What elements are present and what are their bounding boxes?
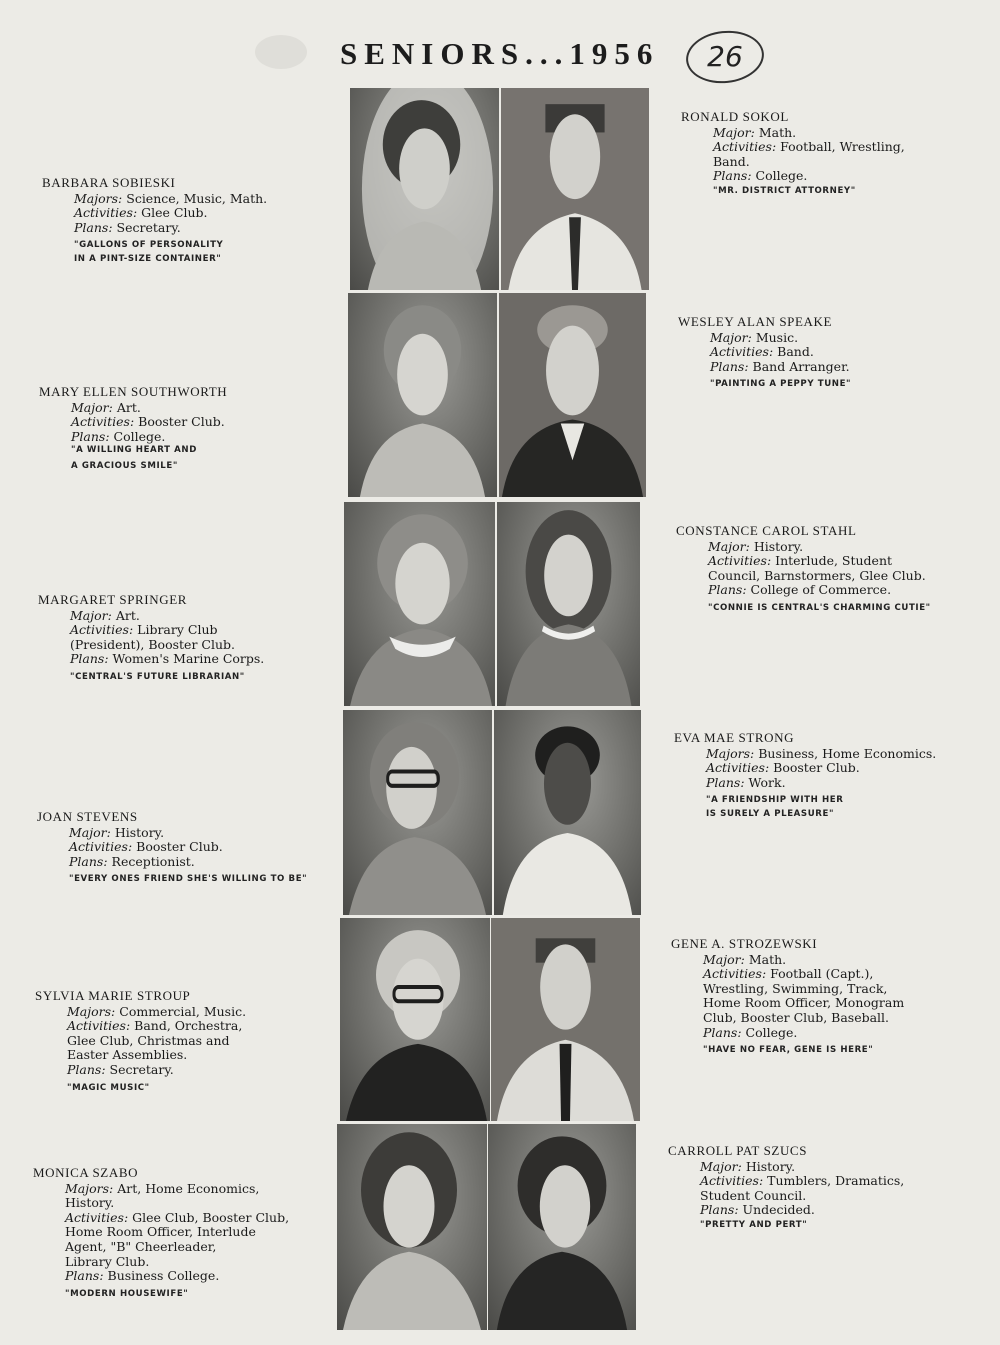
student-entry: CARROLL PAT SZUCS Major: History. Activities: Tumblers, Dramatics, Student Council. Plans: Undecided. "PRETTY AND PERT" xyxy=(668,1143,905,1230)
portrait-photo xyxy=(348,293,497,497)
student-quote: "MR. DISTRICT ATTORNEY" xyxy=(713,185,856,196)
page-title: SENIORS...1956 xyxy=(340,36,660,71)
portrait-photo xyxy=(488,1124,636,1330)
portrait-photo xyxy=(340,918,490,1121)
student-name: JOAN STEVENS xyxy=(37,809,138,824)
portrait-photo xyxy=(499,293,646,497)
student-quote: "CENTRAL'S FUTURE LIBRARIAN" xyxy=(70,671,245,682)
portrait-photo xyxy=(497,502,640,706)
student-entry: MONICA SZABO Majors: Art, Home Economics, History. Activities: Glee Club, Booster Club, Home Room Officer, Interlude Agent, "B" Cheerleader, Library Club. Plans: Business College. "MODERN HOUSEWIFE" xyxy=(33,1165,290,1299)
ink-smudge xyxy=(255,35,307,69)
student-name: BARBARA SOBIESKI xyxy=(42,175,176,190)
handwritten-page-number: 26 xyxy=(690,35,760,79)
portrait-photo xyxy=(491,918,640,1121)
portrait-photo xyxy=(494,710,641,915)
student-quote: "MODERN HOUSEWIFE" xyxy=(65,1288,189,1299)
portrait-photo xyxy=(337,1124,487,1330)
student-name: WESLEY ALAN SPEAKE xyxy=(678,314,833,329)
student-quote: "HAVE NO FEAR, GENE IS HERE" xyxy=(703,1045,874,1056)
student-name: CONSTANCE CAROL STAHL xyxy=(676,523,857,538)
student-name: MONICA SZABO xyxy=(33,1165,139,1180)
student-quote: "PRETTY AND PERT" xyxy=(700,1219,808,1230)
student-quote: "A WILLING HEART AND A GRACIOUS SMILE" xyxy=(71,445,197,472)
portrait-photo xyxy=(343,710,492,915)
student-quote: "EVERY ONES FRIEND SHE'S WILLING TO BE" xyxy=(69,874,308,885)
student-entry: BARBARA SOBIESKI Majors: Science, Music, Math. Activities: Glee Club. Plans: Secretary. "GALLONS OF PERSONALITY IN A PINT-SIZE CONTAINER" xyxy=(42,175,268,265)
student-entry: CONSTANCE CAROL STAHL Major: History. Activities: Interlude, Student Council, Barnstormers, Glee Club. Plans: College of Commerce. "CONNIE IS CENTRAL'S CHARMING CUTIE" xyxy=(676,523,931,613)
student-entry: MARGARET SPRINGER Major: Art. Activities: Library Club (President), Booster Club. Plans: Women's Marine Corps. "CENTRAL'S FUTURE LIBRARIAN" xyxy=(38,592,265,682)
student-entry: WESLEY ALAN SPEAKE Major: Music. Activities: Band. Plans: Band Arranger. "PAINTING A PEPPY TUNE" xyxy=(678,314,852,390)
portrait-photo xyxy=(501,88,649,290)
student-name: CARROLL PAT SZUCS xyxy=(668,1143,808,1158)
student-name: RONALD SOKOL xyxy=(681,109,789,124)
student-quote: "CONNIE IS CENTRAL'S CHARMING CUTIE" xyxy=(708,602,931,613)
student-name: GENE A. STROZEWSKI xyxy=(671,936,818,951)
student-name: MARGARET SPRINGER xyxy=(38,592,188,607)
portrait-photo xyxy=(344,502,495,706)
student-name: SYLVIA MARIE STROUP xyxy=(35,988,191,1003)
student-quote: "A FRIENDSHIP WITH HER IS SURELY A PLEASURE" xyxy=(706,795,844,820)
student-quote: "PAINTING A PEPPY TUNE" xyxy=(710,379,852,390)
student-quote: "MAGIC MUSIC" xyxy=(67,1082,150,1093)
portrait-photo xyxy=(350,88,499,290)
student-quote: "GALLONS OF PERSONALITY IN A PINT-SIZE CONTAINER" xyxy=(74,240,224,265)
student-entry: SYLVIA MARIE STROUP Majors: Commercial, Music. Activities: Band, Orchestra, Glee Club, Christmas and Easter Assemblies. Plans: Secretary. "MAGIC MUSIC" xyxy=(35,988,247,1093)
student-entry: JOAN STEVENS Major: History. Activities: Booster Club. Plans: Receptionist. "EVERY ONES FRIEND SHE'S WILLING TO BE" xyxy=(37,809,308,885)
student-entry: MARY ELLEN SOUTHWORTH Major: Art. Activities: Booster Club. Plans: College. "A WILLING HEART AND A GRACIOUS SMILE" xyxy=(39,384,228,472)
student-name: EVA MAE STRONG xyxy=(674,730,795,745)
student-entry: GENE A. STROZEWSKI Major: Math. Activities: Football (Capt.), Wrestling, Swimming, Track, Home Room Officer, Monogram Club, Booster Club, Baseball. Plans: College. "HAVE NO FEAR, GENE IS HERE" xyxy=(671,936,905,1056)
student-entry: RONALD SOKOL Major: Math. Activities: Football, Wrestling, Band. Plans: College. "MR. DISTRICT ATTORNEY" xyxy=(681,109,905,196)
student-name: MARY ELLEN SOUTHWORTH xyxy=(39,384,228,399)
student-entry: EVA MAE STRONG Majors: Business, Home Economics. Activities: Booster Club. Plans: Work. "A FRIENDSHIP WITH HER IS SURELY A PLEASURE" xyxy=(674,730,937,820)
